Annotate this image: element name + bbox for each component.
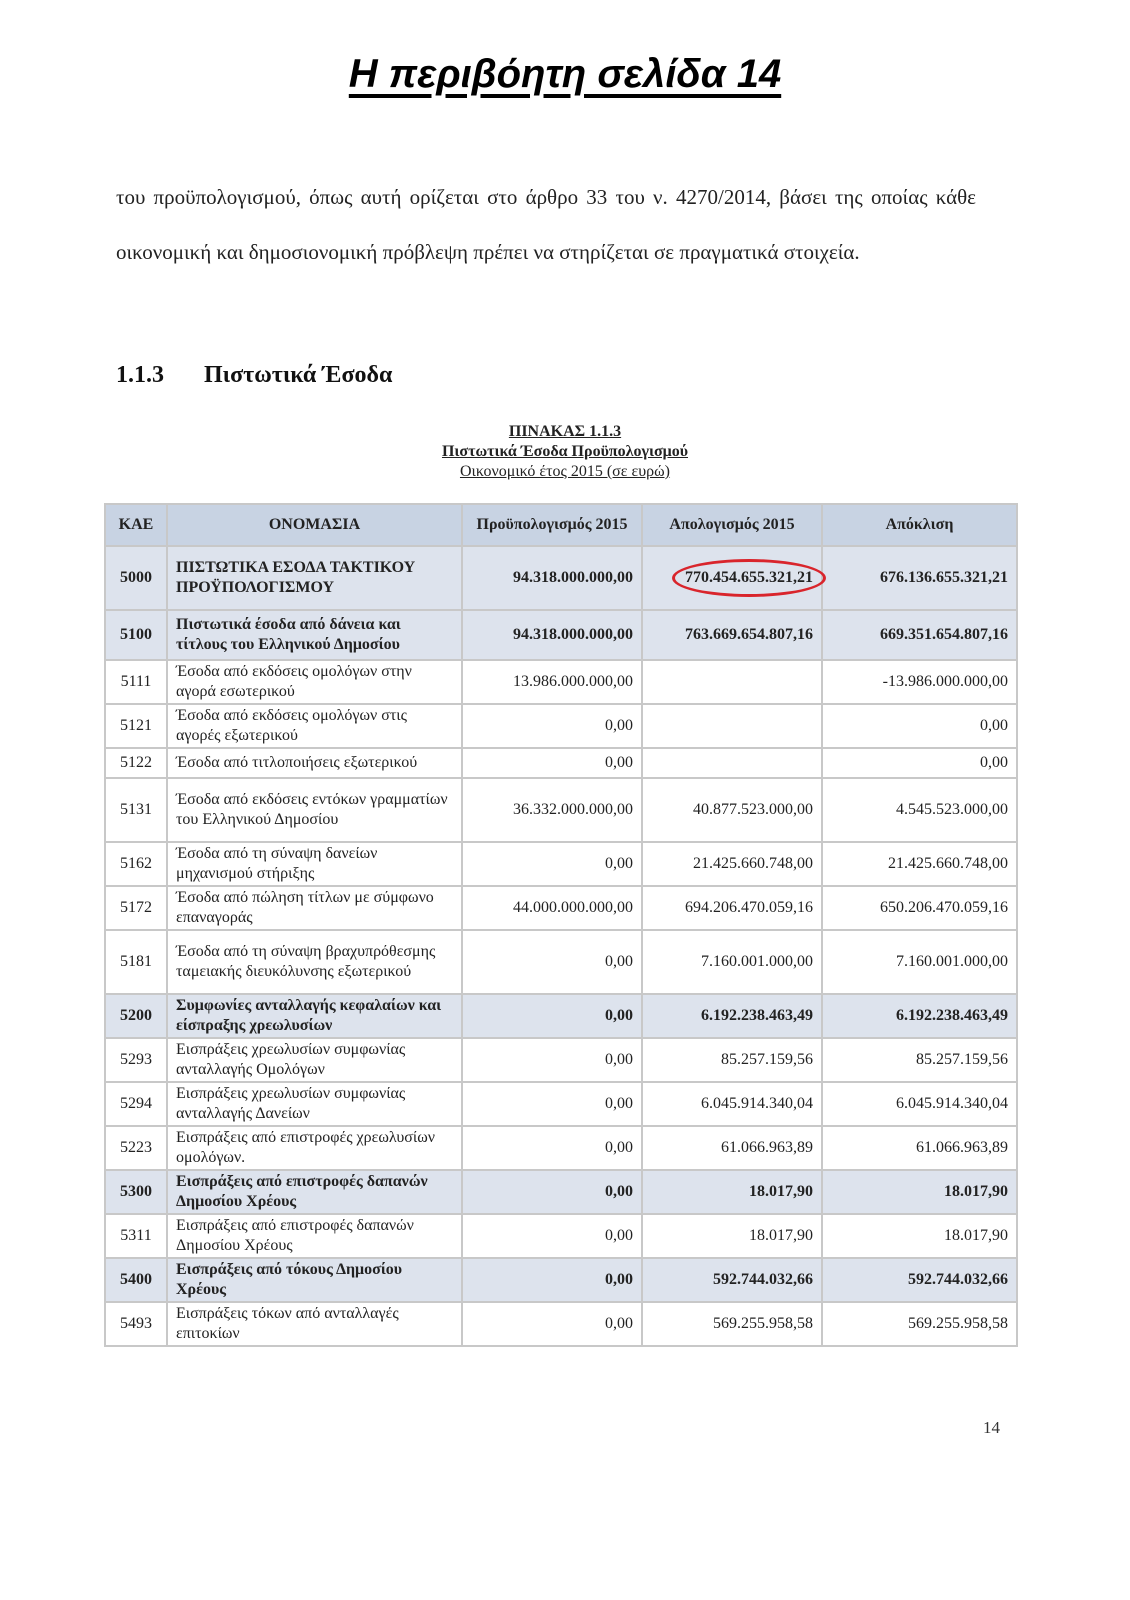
kae-cell: 5162 — [105, 842, 167, 886]
kae-cell: 5493 — [105, 1302, 167, 1346]
budget-cell: 0,00 — [462, 1082, 642, 1126]
table-row — [105, 842, 1017, 886]
table-row — [105, 1302, 1017, 1346]
table-row — [105, 704, 1017, 748]
header-budget: Προϋπολογισμός 2015 — [462, 504, 642, 546]
kae-cell: 5181 — [105, 930, 167, 994]
name-cell: Έσοδα από εκδόσεις ομολόγων στις αγορές εξωτερικού — [167, 704, 462, 748]
actual-cell — [642, 660, 822, 704]
budget-cell: 0,00 — [462, 1170, 642, 1214]
name-cell: Έσοδα από τη σύναψη δανείων μηχανισμού στήριξης — [167, 842, 462, 886]
budget-cell: 44.000.000.000,00 — [462, 886, 642, 930]
table-row — [105, 1038, 1017, 1082]
budget-cell: 13.986.000.000,00 — [462, 660, 642, 704]
name-cell: Εισπράξεις τόκων από ανταλλαγές επιτοκίων — [167, 1302, 462, 1346]
section-heading — [116, 362, 392, 389]
actual-cell — [642, 546, 822, 610]
header-kae: ΚΑΕ — [105, 504, 167, 546]
kae-cell: 5223 — [105, 1126, 167, 1170]
deviation-cell: 6.045.914.340,04 — [822, 1082, 1017, 1126]
deviation-cell: 4.545.523.000,00 — [822, 778, 1017, 842]
actual-cell: 18.017,90 — [642, 1214, 822, 1258]
table-row — [105, 546, 1017, 610]
budget-cell: 0,00 — [462, 748, 642, 778]
table-row — [105, 660, 1017, 704]
kae-cell: 5293 — [105, 1038, 167, 1082]
name-cell: Έσοδα από εκδόσεις ομολόγων στην αγορά εσωτερικού — [167, 660, 462, 704]
table-row — [105, 610, 1017, 660]
table-row — [105, 748, 1017, 778]
budget-cell: 0,00 — [462, 1214, 642, 1258]
table-caption-year: Οικονομικό έτος 2015 (σε ευρώ) — [459, 463, 671, 480]
table-caption-subtitle: Πιστωτικά Έσοδα Προϋπολογισμού — [441, 443, 689, 460]
table-row — [105, 994, 1017, 1038]
page-headline: Η περιβόητη σελίδα 14 — [348, 52, 782, 96]
actual-cell: 592.744.032,66 — [642, 1258, 822, 1302]
kae-cell: 5311 — [105, 1214, 167, 1258]
budget-cell: 0,00 — [462, 842, 642, 886]
kae-cell: 5131 — [105, 778, 167, 842]
actual-cell: 61.066.963,89 — [642, 1126, 822, 1170]
actual-cell: 21.425.660.748,00 — [642, 842, 822, 886]
budget-cell: 0,00 — [462, 1126, 642, 1170]
budget-cell: 0,00 — [462, 704, 642, 748]
section-number: 1.1.3 — [116, 362, 164, 388]
header-actual: Απολογισμός 2015 — [642, 504, 822, 546]
name-cell: Πιστωτικά έσοδα από δάνεια και τίτλους του Ελληνικού Δημοσίου — [167, 610, 462, 660]
deviation-cell: 61.066.963,89 — [822, 1126, 1017, 1170]
deviation-cell: 676.136.655.321,21 — [822, 546, 1017, 610]
header-deviation: Απόκλιση — [822, 504, 1017, 546]
deviation-cell: 0,00 — [822, 704, 1017, 748]
actual-cell: 7.160.001.000,00 — [642, 930, 822, 994]
deviation-cell: 18.017,90 — [822, 1214, 1017, 1258]
revenue-table — [104, 503, 1018, 1347]
highlighted-value-circle: 770.454.655.321,21 — [672, 559, 826, 597]
deviation-cell: 85.257.159,56 — [822, 1038, 1017, 1082]
name-cell: Εισπράξεις χρεωλυσίων συμφωνίας ανταλλαγής Δανείων — [167, 1082, 462, 1126]
name-cell: Συμφωνίες ανταλλαγής κεφαλαίων και είσπραξης χρεωλυσίων — [167, 994, 462, 1038]
actual-cell: 85.257.159,56 — [642, 1038, 822, 1082]
kae-cell: 5122 — [105, 748, 167, 778]
budget-cell: 36.332.000.000,00 — [462, 778, 642, 842]
actual-cell — [642, 704, 822, 748]
actual-cell: 40.877.523.000,00 — [642, 778, 822, 842]
table-row — [105, 930, 1017, 994]
deviation-cell: 592.744.032,66 — [822, 1258, 1017, 1302]
name-cell: Εισπράξεις από επιστροφές δαπανών Δημοσίου Χρέους — [167, 1170, 462, 1214]
deviation-cell: 21.425.660.748,00 — [822, 842, 1017, 886]
budget-cell: 0,00 — [462, 1258, 642, 1302]
header-name: ΟΝΟΜΑΣΙΑ — [167, 504, 462, 546]
kae-cell: 5172 — [105, 886, 167, 930]
deviation-cell: 650.206.470.059,16 — [822, 886, 1017, 930]
name-cell: Εισπράξεις από επιστροφές χρεωλυσίων ομολόγων. — [167, 1126, 462, 1170]
name-cell: Εισπράξεις από τόκους Δημοσίου Χρέους — [167, 1258, 462, 1302]
kae-cell: 5294 — [105, 1082, 167, 1126]
page-number: 14 — [983, 1418, 1000, 1437]
name-cell: Έσοδα από εκδόσεις εντόκων γραμματίων του Ελληνικού Δημοσίου — [167, 778, 462, 842]
kae-cell: 5100 — [105, 610, 167, 660]
actual-cell: 763.669.654.807,16 — [642, 610, 822, 660]
deviation-cell: 669.351.654.807,16 — [822, 610, 1017, 660]
budget-cell: 0,00 — [462, 994, 642, 1038]
table-row — [105, 778, 1017, 842]
name-cell: Εισπράξεις από επιστροφές δαπανών Δημοσίου Χρέους — [167, 1214, 462, 1258]
deviation-cell: 6.192.238.463,49 — [822, 994, 1017, 1038]
table-row — [105, 1082, 1017, 1126]
budget-cell: 0,00 — [462, 930, 642, 994]
name-cell: Έσοδα από τη σύναψη βραχυπρόθεσμης ταμειακής διευκόλυνσης εξωτερικού — [167, 930, 462, 994]
kae-cell: 5300 — [105, 1170, 167, 1214]
budget-cell: 0,00 — [462, 1038, 642, 1082]
name-cell: ΠΙΣΤΩΤΙΚΑ ΕΣΟΔΑ ΤΑΚΤΙΚΟΥ ΠΡΟΫΠΟΛΟΓΙΣΜΟΥ — [167, 546, 462, 610]
kae-cell: 5400 — [105, 1258, 167, 1302]
section-title: Πιστωτικά Έσοδα — [204, 362, 393, 388]
budget-cell: 94.318.000.000,00 — [462, 546, 642, 610]
deviation-cell: -13.986.000.000,00 — [822, 660, 1017, 704]
deviation-cell: 7.160.001.000,00 — [822, 930, 1017, 994]
deviation-cell: 569.255.958,58 — [822, 1302, 1017, 1346]
table-row — [105, 886, 1017, 930]
actual-cell: 6.192.238.463,49 — [642, 994, 822, 1038]
kae-cell: 5000 — [105, 546, 167, 610]
kae-cell: 5111 — [105, 660, 167, 704]
budget-cell: 0,00 — [462, 1302, 642, 1346]
budget-cell: 94.318.000.000,00 — [462, 610, 642, 660]
table-row — [105, 1258, 1017, 1302]
name-cell: Έσοδα από πώληση τίτλων με σύμφωνο επαναγοράς — [167, 886, 462, 930]
name-cell: Εισπράξεις χρεωλυσίων συμφωνίας ανταλλαγής Ομολόγων — [167, 1038, 462, 1082]
deviation-cell: 18.017,90 — [822, 1170, 1017, 1214]
actual-cell: 569.255.958,58 — [642, 1302, 822, 1346]
actual-cell: 18.017,90 — [642, 1170, 822, 1214]
deviation-cell: 0,00 — [822, 748, 1017, 778]
actual-cell: 6.045.914.340,04 — [642, 1082, 822, 1126]
table-row — [105, 1214, 1017, 1258]
body-paragraph: του προϋπολογισμού, όπως αυτή ορίζεται στο άρθρο 33 του ν. 4270/2014, βάσει της οποίας κάθε οικονομική και δημοσιονομική πρόβλεψη πρέπει να στηρίζεται σε πραγματικά στοιχεία. — [116, 185, 976, 264]
name-cell: Έσοδα από τιτλοποιήσεις εξωτερικού — [167, 748, 462, 778]
table-caption-title: ΠΙΝΑΚΑΣ 1.1.3 — [508, 423, 622, 440]
actual-cell: 694.206.470.059,16 — [642, 886, 822, 930]
actual-cell — [642, 748, 822, 778]
table-row — [105, 1170, 1017, 1214]
table-header-row — [105, 504, 1017, 546]
kae-cell: 5121 — [105, 704, 167, 748]
kae-cell: 5200 — [105, 994, 167, 1038]
table-row — [105, 1126, 1017, 1170]
